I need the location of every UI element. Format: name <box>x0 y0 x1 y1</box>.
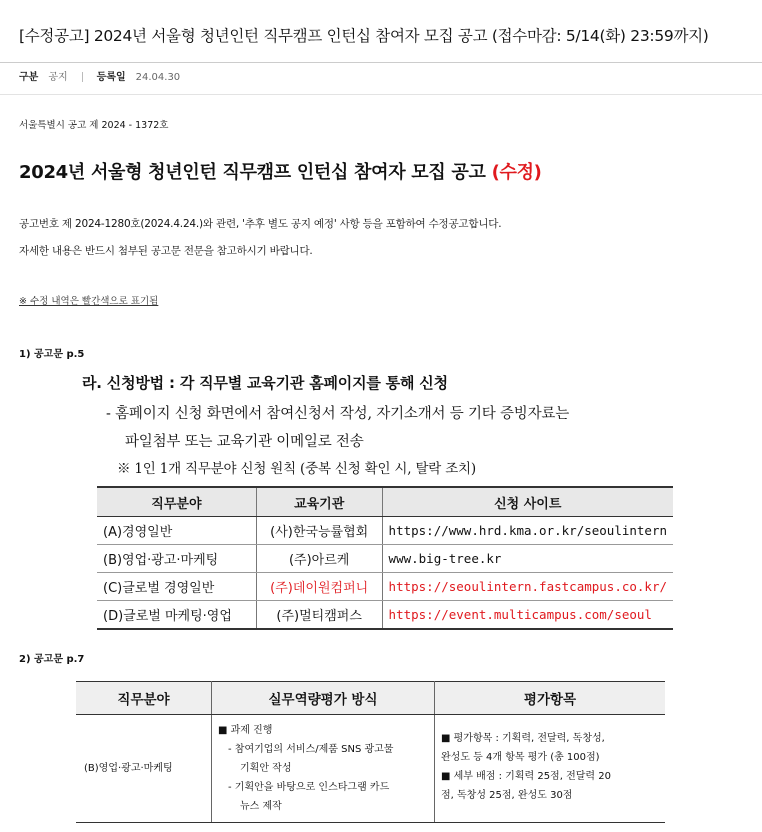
table-row <box>97 601 673 630</box>
post-title: [수정공고] 2024년 서울형 청년인턴 직무캠프 인턴십 참여자 모집 공고 (접수마감: 5/14(화) 23:59까지) <box>19 27 709 45</box>
paragraph-1: 공고번호 제 2024-1280호(2024.4.24.)와 관련, '추후 별도 공지 예정' 사항 등을 포함하여 수정공고합니다. <box>19 218 502 230</box>
items-line: ■ 세부 배점 : 기획력 25점, 전달력 20 <box>441 771 611 782</box>
column-header: 신청 사이트 <box>382 487 673 517</box>
institution-cell: (주)멀티캠퍼스 <box>256 601 382 630</box>
apply-line-3: ※ 1인 1개 직무분야 신청 원칙 (중복 신청 확인 시, 탈락 조치) <box>117 461 476 477</box>
institution-cell: (주)아르케 <box>256 545 382 573</box>
post-meta <box>19 68 180 83</box>
site-link[interactable]: https://seoulintern.fastcampus.co.kr/ <box>382 573 673 601</box>
heading-text: 2024년 서울형 청년인턴 직무캠프 인턴십 참여자 모집 공고 <box>19 162 486 183</box>
evaluation-table <box>76 681 665 823</box>
items-line: 점, 독창성 25점, 완성도 30점 <box>441 790 573 801</box>
apply-line-2: 파일첨부 또는 교육기관 이메일로 전송 <box>125 434 364 450</box>
table-row <box>97 573 673 601</box>
institution-cell: (사)한국능률협회 <box>256 517 382 545</box>
field-cell: (A)경영일반 <box>97 517 256 545</box>
table-row <box>76 715 665 823</box>
institution-cell: (주)데이원컴퍼니 <box>256 573 382 601</box>
column-header: 교육기관 <box>256 487 382 517</box>
category-value: 공지 <box>48 72 68 83</box>
method-line: - 참여기업의 서비스/제품 SNS 광고물 <box>228 744 394 755</box>
section-2-label: 2) 공고문 p.7 <box>19 654 85 665</box>
method-cell <box>212 715 435 823</box>
meta-divider-line <box>0 94 762 95</box>
notice-number: 서울특별시 공고 제 2024 - 1372호 <box>19 120 169 131</box>
field-cell: (C)글로벌 경영일반 <box>97 573 256 601</box>
field-cell: (B)영업·광고·마케팅 <box>97 545 256 573</box>
field-cell: (B)영업·광고·마케팅 <box>76 715 212 823</box>
page-heading <box>19 158 542 184</box>
date-value: 24.04.30 <box>135 72 181 83</box>
table-row <box>97 517 673 545</box>
table-header-row <box>76 682 665 715</box>
apply-line-1: - 홈페이지 신청 화면에서 참여신청서 작성, 자기소개서 등 기타 증빙자료는 <box>106 406 569 422</box>
column-header: 실무역량평가 방식 <box>212 682 435 715</box>
column-header: 직무분야 <box>97 487 256 517</box>
items-cell <box>435 715 666 823</box>
column-header: 평가항목 <box>435 682 666 715</box>
apply-site-table <box>97 486 673 630</box>
apply-method-title: 라. 신청방법 : 각 직무별 교육기관 홈페이지를 통해 신청 <box>82 374 448 392</box>
site-link[interactable]: www.big-tree.kr <box>382 545 673 573</box>
meta-divider <box>82 72 83 82</box>
table-row <box>97 545 673 573</box>
column-header: 직무분야 <box>76 682 212 715</box>
field-cell: (D)글로벌 마케팅·영업 <box>97 601 256 630</box>
section-1-label: 1) 공고문 p.5 <box>19 349 85 360</box>
method-line: ■ 과제 진행 <box>218 725 273 736</box>
paragraph-2: 자세한 내용은 반드시 첨부된 공고문 전문을 참고하시기 바랍니다. <box>19 245 313 257</box>
method-line: 기획안 작성 <box>240 763 292 774</box>
method-line: 뉴스 제작 <box>240 801 282 812</box>
site-link[interactable]: https://event.multicampus.com/seoul <box>382 601 673 630</box>
revision-note: ※ 수정 내역은 빨간색으로 표기됨 <box>19 296 159 307</box>
method-line: - 기획안을 바탕으로 인스타그램 카드 <box>228 782 390 793</box>
date-label: 등록일 <box>96 72 126 83</box>
title-bar <box>0 0 762 63</box>
table-header-row <box>97 487 673 517</box>
items-line: ■ 평가항목 : 기획력, 전달력, 독창성, <box>441 733 605 744</box>
site-link[interactable]: https://www.hrd.kma.or.kr/seoulintern <box>382 517 673 545</box>
category-label: 구분 <box>19 72 39 83</box>
items-line: 완성도 등 4개 항목 평가 (총 100점) <box>441 752 600 763</box>
heading-revised-mark: (수정) <box>491 162 542 183</box>
